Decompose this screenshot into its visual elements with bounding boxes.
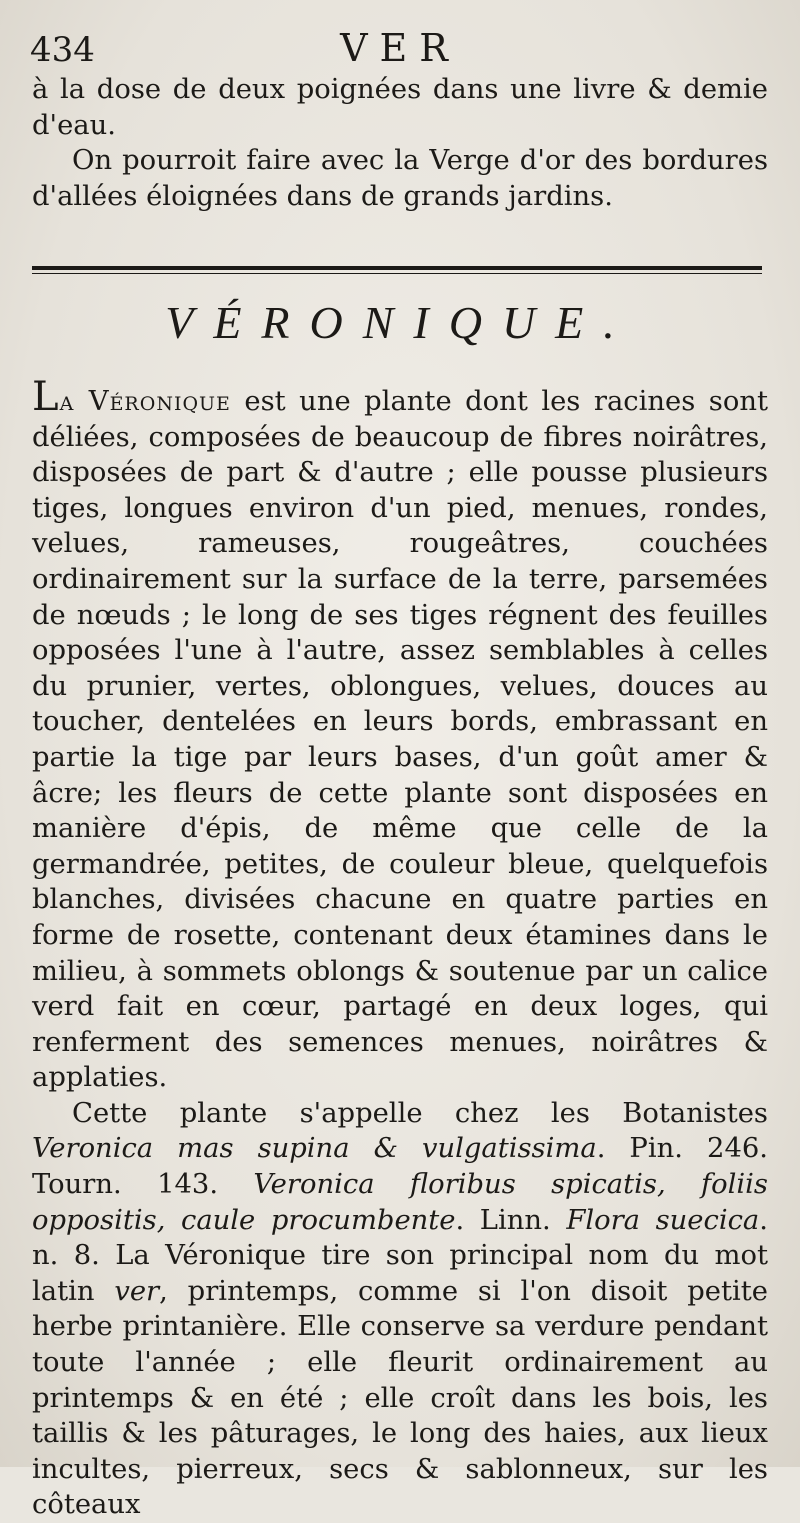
latin-name: Veronica floribus spicatis, foliis oppositis, caule procumbente xyxy=(32,1169,768,1236)
article-title: VÉRONIQUE. xyxy=(165,297,635,348)
paragraph xyxy=(32,1096,768,1523)
book-title: Flora suecica xyxy=(566,1204,760,1236)
text-run: , printemps, comme si l'on disoit petite herbe printanière. Elle conserve sa verdure pendant toute l'année ; elle fleurit ordinairement au printemps & en été ; elle croît dans les bois, les taillis & les pâturages, le long des haies, aux lieux incultes, pierreux, secs & sablonneux, sur les côteaux xyxy=(32,1275,768,1521)
article-body xyxy=(32,374,768,1523)
lead-word-rest: a Véronique xyxy=(59,386,231,417)
text-run: Cette plante s'appelle chez les Botanistes xyxy=(72,1097,768,1129)
lead-initial: L xyxy=(32,374,60,420)
paragraph-text: est une plante dont les racines sont déliées, composées de beaucoup de fibres noirâtres, disposées de part & d'autre ; elle pousse plusieurs tiges, longues environ d'un pied, menues, rondes, velues, rameuses, rougeâtres, couchées ordinairement sur la surface de la terre, parsemées de nœuds ; le long de ses tiges régnent des feuilles opposées l'une à l'autre, assez semblables à celles du prunier, vertes, oblongues, velues, douces au toucher, dentelées en leurs bords, embrassant en partie la tige par leurs bases, d'un goût amer & âcre; les fleurs de cette plante sont disposées en manière d'épis, de même que celle de la germandrée, petites, de couleur bleue, quelquefois blanches, divisées chacune en quatre parties en forme de rosette, contenant deux étamines dans le milieu, à sommets oblongs & soutenue par un calice verd fait en cœur, partagé en deux loges, qui renferment des semences menues, noirâtres & applaties. xyxy=(32,386,768,1094)
text-run: . n. 8. La Véronique tire son principal nom du mot latin xyxy=(32,1204,768,1307)
page-number: 434 xyxy=(30,30,95,70)
paragraph: à la dose de deux poignées dans une livre & demie d'eau. xyxy=(32,74,768,141)
paragraph xyxy=(32,374,768,1096)
paragraph: On pourroit faire avec la Verge d'or des bordures d'allées éloignées dans de grands jardins. xyxy=(32,145,768,212)
section-divider xyxy=(32,266,762,274)
latin-name: Veronica mas supina & vulgatissima xyxy=(32,1133,597,1165)
latin-word: ver xyxy=(114,1275,160,1307)
previous-entry-text xyxy=(32,72,768,214)
lead-word xyxy=(32,374,231,420)
page-header xyxy=(28,22,772,70)
text-run: . Linn. xyxy=(455,1204,567,1236)
text-run: . Pin. 246. Tourn. 143. xyxy=(32,1133,768,1201)
running-head: VER xyxy=(340,26,460,70)
